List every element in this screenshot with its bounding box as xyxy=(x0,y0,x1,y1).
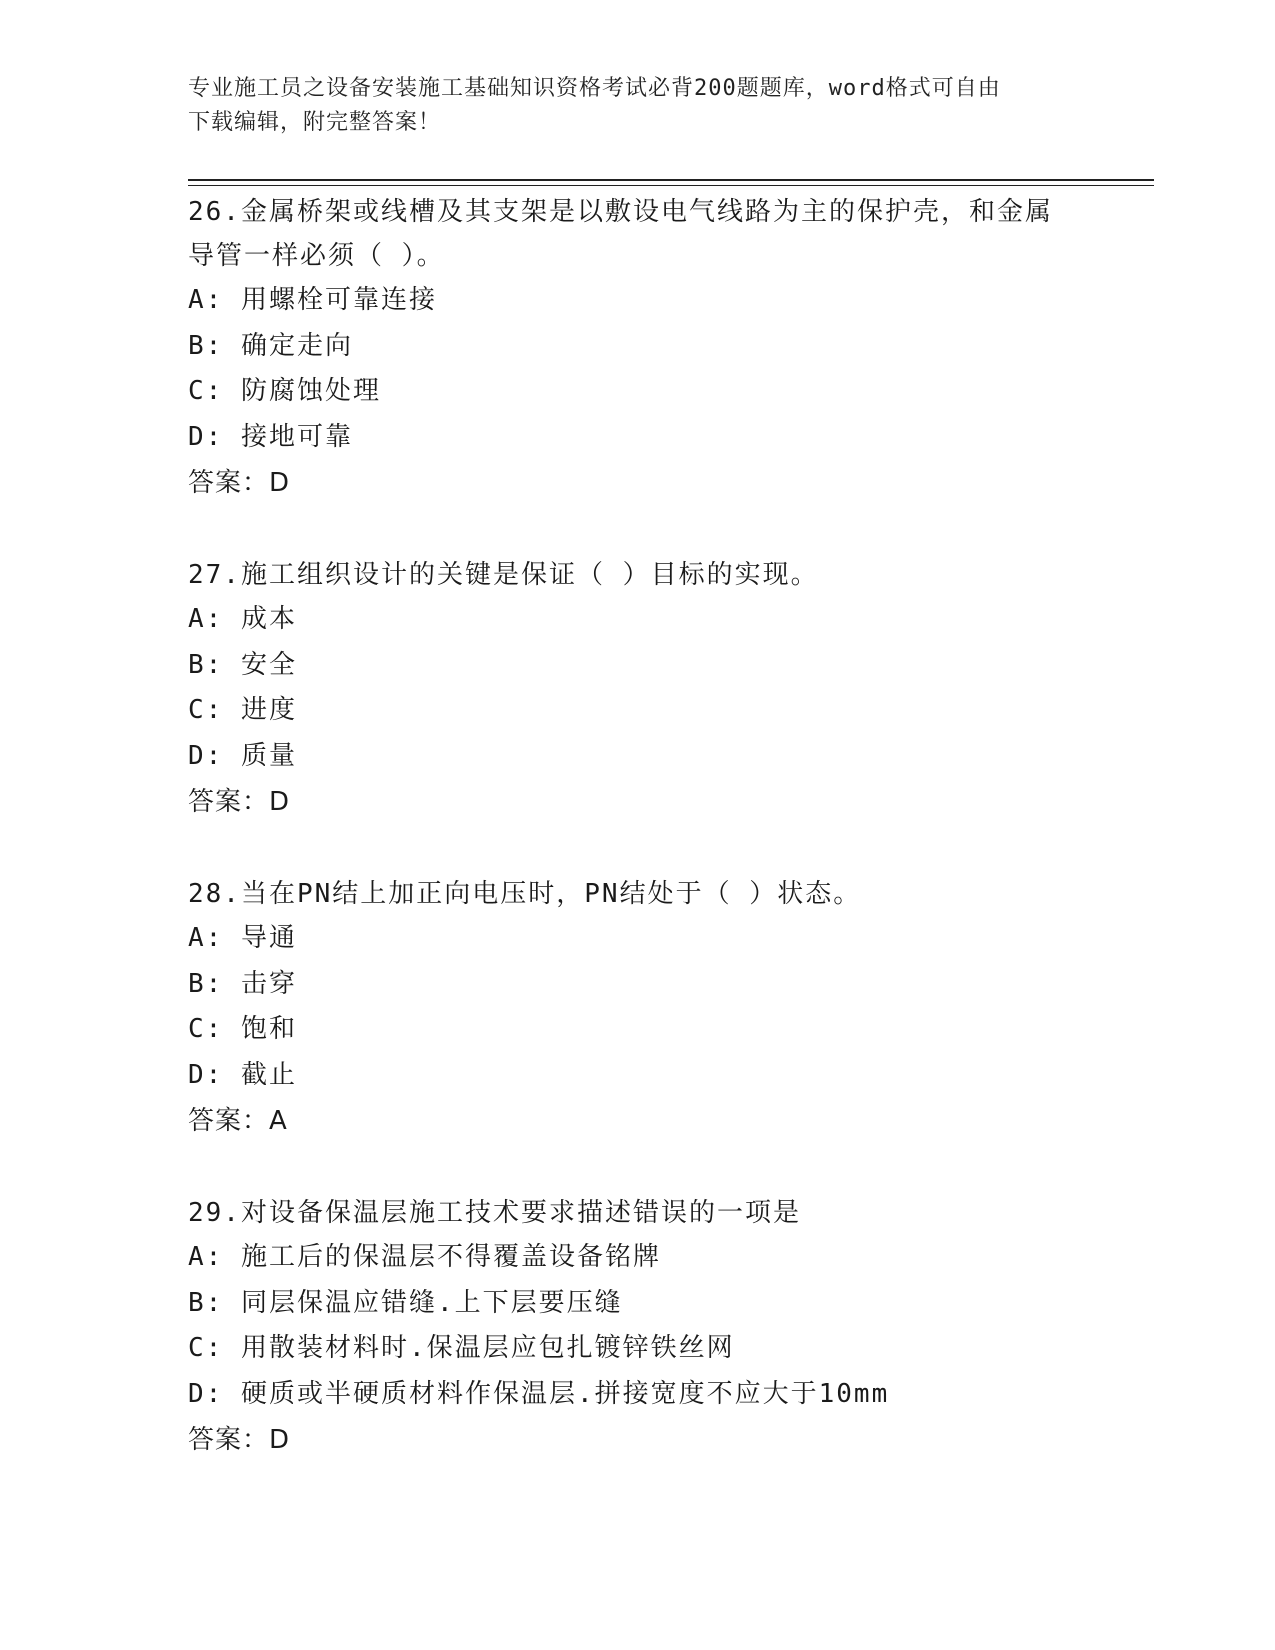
option-b: B: 击穿 xyxy=(188,968,297,999)
question-29 xyxy=(188,1191,1088,1463)
option-d: D: 截止 xyxy=(188,1059,297,1090)
option-d: D: 质量 xyxy=(188,740,297,771)
option-b: B: 安全 xyxy=(188,649,297,680)
question-27 xyxy=(188,553,1088,825)
question-stem-line-1: 27.施工组织设计的关键是保证（ ）目标的实现。 xyxy=(188,560,819,590)
question-stem-line-1: 26.金属桥架或线槽及其支架是以敷设电气线路为主的保护壳，和金属 xyxy=(188,197,1053,227)
option-c: C: 进度 xyxy=(188,695,297,725)
answer: 答案：A xyxy=(188,1106,288,1136)
option-d: D: 硬质或半硬质材料作保温层.拼接宽度不应大于10mm xyxy=(188,1378,890,1409)
question-26 xyxy=(188,190,1088,506)
question-28 xyxy=(188,872,1088,1144)
header-title-line-2: 下载编辑，附完整答案！ xyxy=(188,110,442,135)
question-stem-line-2: 导管一样必须（ ）。 xyxy=(188,241,445,271)
option-b: B: 确定走向 xyxy=(188,330,353,361)
header-title-line-1: 专业施工员之设备安装施工基础知识资格考试必背200题题库，word格式可自由 xyxy=(188,76,1001,101)
option-c: C: 防腐蚀处理 xyxy=(188,376,381,406)
option-a: A: 用螺栓可靠连接 xyxy=(188,285,437,315)
answer: 答案：D xyxy=(188,1425,291,1455)
question-stem-line-1: 28.当在PN结上加正向电压时，PN结处于（ ）状态。 xyxy=(188,879,862,909)
option-a: A: 导通 xyxy=(188,923,297,953)
question-stem-line-1: 29.对设备保温层施工技术要求描述错误的一项是 xyxy=(188,1198,801,1228)
option-b: B: 同层保温应错缝.上下层要压缝 xyxy=(188,1287,623,1318)
document-header xyxy=(188,72,1068,140)
option-c: C: 饱和 xyxy=(188,1014,297,1044)
option-a: A: 施工后的保温层不得覆盖设备铭牌 xyxy=(188,1242,661,1272)
answer: 答案：D xyxy=(188,468,291,498)
option-a: A: 成本 xyxy=(188,604,297,634)
option-d: D: 接地可靠 xyxy=(188,421,353,452)
header-divider-thick xyxy=(188,179,1154,181)
header-divider-thin xyxy=(188,185,1154,186)
answer: 答案：D xyxy=(188,787,291,817)
option-c: C: 用散装材料时.保温层应包扎镀锌铁丝网 xyxy=(188,1333,735,1363)
